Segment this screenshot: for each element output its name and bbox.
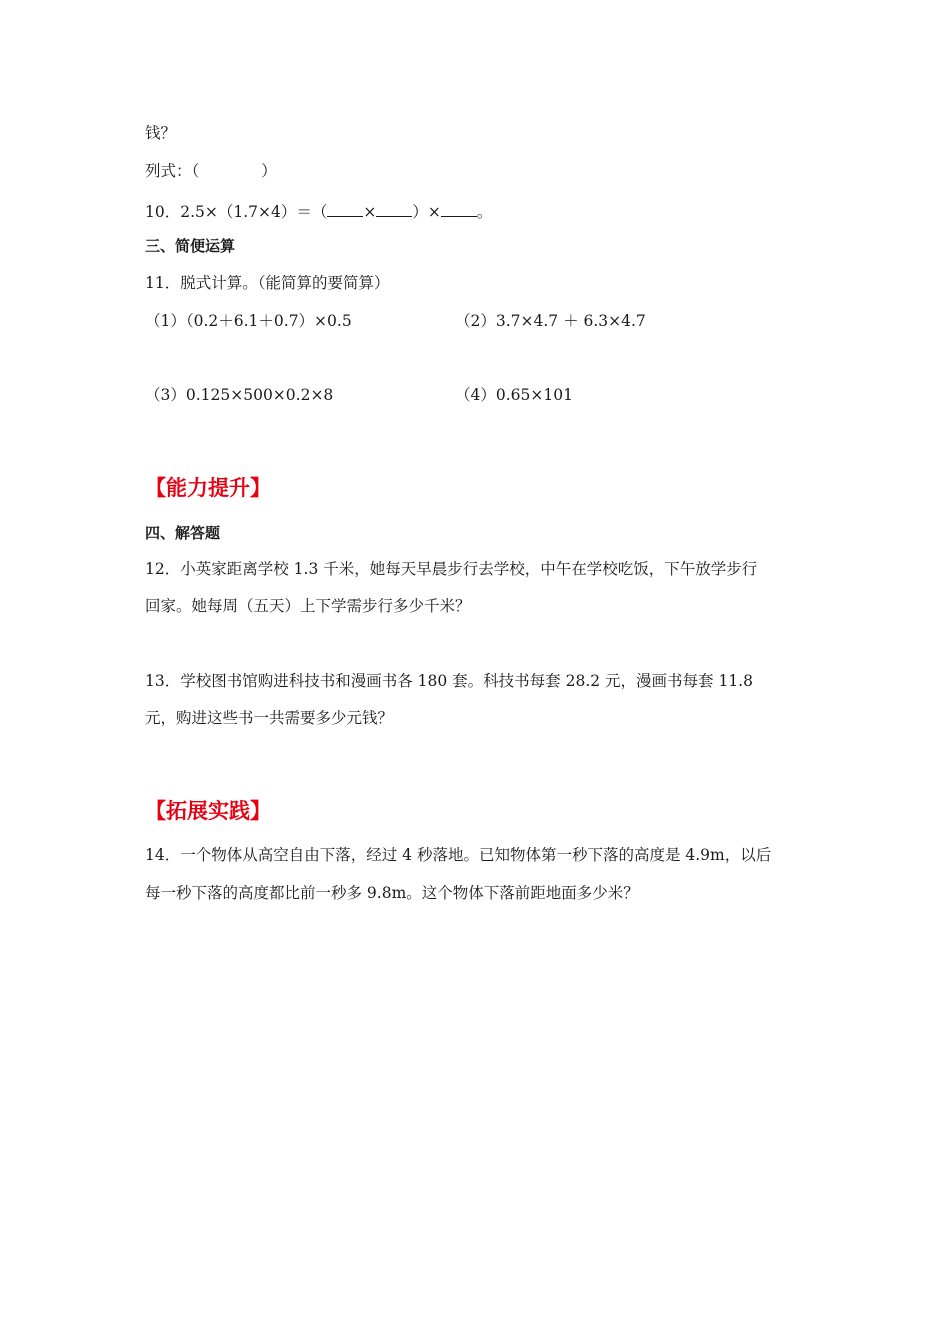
q11-stem: 11．脱式计算。（能简算的要简算） — [145, 274, 390, 292]
section3-title: 三、简便运算 — [145, 237, 236, 255]
heading-ability: 【能力提升】 — [145, 476, 271, 500]
q9-formula: 列式：（ ） — [145, 162, 277, 180]
q10 — [145, 202, 492, 221]
q9-tail: 钱？ — [145, 124, 177, 142]
q10-part3: ）× — [412, 203, 441, 221]
q12-line2: 回家。她每周（五天）上下学需步行多少千米？ — [145, 597, 471, 615]
q14-line1: 14．一个物体从高空自由下落，经过 4 秒落地。已知物体第一秒下落的高度是 4.9m，以后 — [145, 846, 772, 864]
q11-item-2: （2）3.7×4.7 ＋ 6.3×4.7 — [455, 312, 646, 330]
heading-practice: 【拓展实践】 — [145, 799, 271, 823]
answer-blank[interactable] — [376, 202, 412, 217]
answer-blank[interactable] — [441, 202, 477, 217]
q14-line2: 每一秒下落的高度都比前一秒多 9.8m。这个物体下落前距地面多少米？ — [145, 884, 639, 902]
q10-part1: 10．2.5×（1.7×4）＝（ — [145, 203, 328, 221]
q13-line1: 13．学校图书馆购进科技书和漫画书各 180 套。科技书每套 28.2 元，漫画书每套 11.8 — [145, 672, 753, 690]
q11-item-1: （1）（0.2＋6.1＋0.7）×0.5 — [145, 312, 352, 330]
q10-part4: 。 — [476, 203, 493, 221]
q11-item-3: （3）0.125×500×0.2×8 — [145, 386, 334, 404]
q12-line1: 12．小英家距离学校 1.3 千米，她每天早晨步行去学校，中午在学校吃饭，下午放学步行 — [145, 560, 758, 578]
q10-part2: × — [363, 203, 377, 221]
q13-line2: 元，购进这些书一共需要多少元钱？ — [145, 709, 394, 727]
answer-blank[interactable] — [327, 202, 363, 217]
q11-item-4: （4）0.65×101 — [455, 386, 573, 404]
section4-title: 四、解答题 — [145, 524, 221, 542]
